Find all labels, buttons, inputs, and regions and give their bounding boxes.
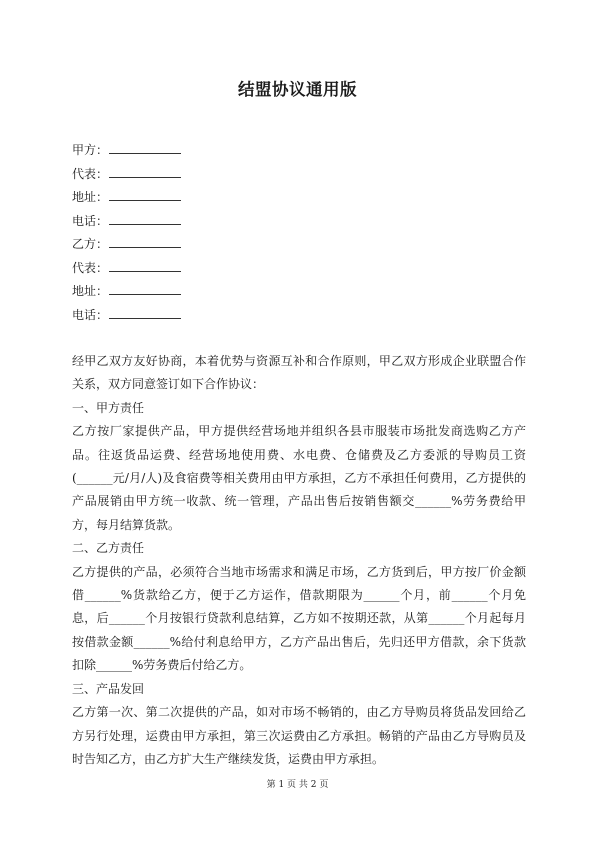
field-label: 地址： bbox=[72, 284, 109, 298]
field-party-b-representative bbox=[72, 259, 272, 283]
blank-line bbox=[109, 282, 181, 295]
section-paragraph: 乙方第一次、第二次提供的产品，如对市场不畅销的，由乙方导购员将货品发回给乙方另行处理，运费由甲方承担，第三次运费由乙方承担。畅销的产品由乙方导购员及时告知乙方，由乙方扩大生产继续发货，运费由甲方承担。 bbox=[72, 705, 526, 766]
blank-line bbox=[109, 165, 181, 178]
party-fields bbox=[72, 141, 272, 329]
field-party-b-address bbox=[72, 282, 272, 306]
field-party-a-address bbox=[72, 188, 272, 212]
field-label: 乙方： bbox=[72, 237, 109, 251]
field-party-a-phone bbox=[72, 212, 272, 236]
field-party-a bbox=[72, 141, 272, 165]
blank-line bbox=[109, 188, 181, 201]
field-label: 电话： bbox=[72, 307, 109, 322]
blank-line bbox=[109, 235, 181, 248]
field-party-b-phone bbox=[72, 306, 272, 330]
field-label: 代表： bbox=[72, 166, 109, 181]
field-label: 甲方： bbox=[72, 143, 109, 157]
blank-line bbox=[109, 306, 181, 319]
agreement-body bbox=[72, 350, 526, 771]
intro-paragraph: 经甲乙双方友好协商，本着优势与资源互补和合作原则，甲乙双方形成企业联盟合作关系，双方同意签订如下合作协议： bbox=[72, 354, 526, 392]
field-party-a-representative bbox=[72, 165, 272, 189]
blank-line bbox=[109, 212, 181, 225]
section-paragraph: 乙方按厂家提供产品，甲方提供经营场地并组织各县市服装市场批发商选购乙方产品。往返货品运费、经营场地使用费、水电费、仓储费及乙方委派的导购员工资(______元/月/人)及食宿费等相关费用由甲方承担，乙方不承担任何费用，乙方提供的产品展销由甲方统一收款、统一管理，产品出售后按销售额交______%劳务费给甲方，每月结算货款。 bbox=[72, 424, 526, 532]
page-number: 第 1 页 共 2 页 bbox=[266, 780, 329, 790]
section-paragraph: 乙方提供的产品，必须符合当地市场需求和满足市场，乙方货到后，甲方按厂价金额借______%货款给乙方，便于乙方运作，借款期限为______个月，前______个月免息，后______个月按银行贷款利息结算，乙方如不按期还款，从第______个月起每月按借款金额______%给付利息给甲方，乙方产品出售后，先归还甲方借款，余下货款扣除______%劳务费后付给乙方。 bbox=[72, 564, 526, 673]
blank-line bbox=[109, 141, 181, 154]
field-label: 电话： bbox=[72, 213, 109, 228]
field-party-b bbox=[72, 235, 272, 259]
field-label: 地址： bbox=[72, 190, 109, 204]
field-label: 代表： bbox=[72, 260, 109, 275]
section-heading: 二、乙方责任 bbox=[72, 541, 145, 556]
document-title: 结盟协议通用版 bbox=[238, 80, 357, 99]
blank-line bbox=[109, 259, 181, 272]
section-heading: 三、产品发回 bbox=[72, 681, 145, 696]
section-heading: 一、甲方责任 bbox=[72, 400, 145, 415]
